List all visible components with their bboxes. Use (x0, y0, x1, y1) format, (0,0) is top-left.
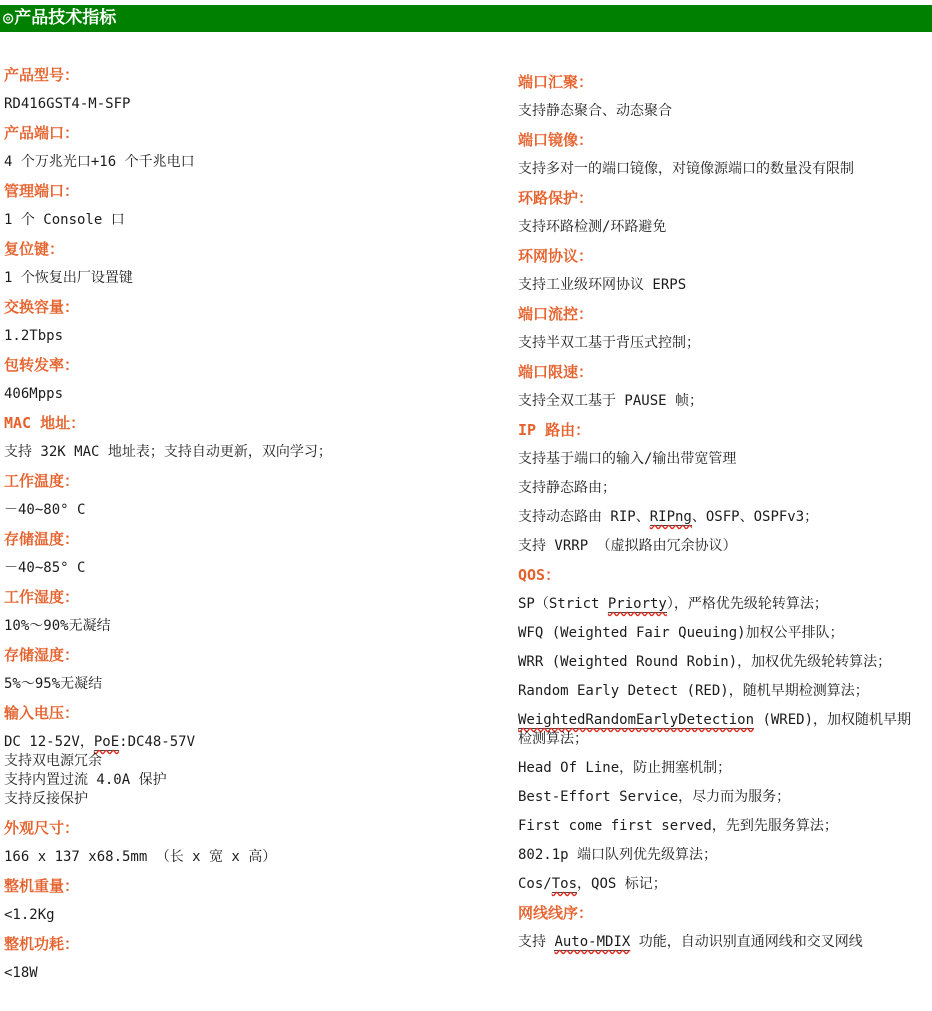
spec-value (4, 617, 518, 636)
spec-value (4, 327, 518, 346)
spec-heading: 端口流控： (518, 305, 594, 323)
spec-heading: 外观尺寸： (4, 819, 80, 837)
text-run: 4 个万兆光口+16 个千兆电口 (4, 154, 195, 170)
text-run: WRR (Weighted Round Robin)，加权优先级轮转算法； (518, 654, 892, 670)
spec-heading: 端口汇聚： (518, 73, 594, 91)
spec-heading: 网线线序： (518, 904, 594, 922)
text-run: Random Early Detect (RED)，随机早期检测算法； (518, 683, 869, 699)
spec-heading: 整机重量： (4, 877, 80, 895)
spec-heading: 整机功耗： (4, 935, 80, 953)
spec-heading: 复位键： (4, 240, 65, 258)
spec-heading: 产品端口： (4, 124, 80, 142)
text-run: 支持双电源冗余 (4, 753, 102, 769)
text-run: ，QOS 标记； (577, 876, 667, 892)
text-run: 1.2Tbps (4, 328, 64, 344)
text-run: 支持多对一的端口镜像，对镜像源端口的数量没有限制 (518, 161, 854, 177)
spec-value (4, 906, 518, 925)
text-run: 支持静态路由； (518, 480, 616, 496)
spec-heading: 包转发率： (4, 356, 80, 374)
spec-value (4, 269, 518, 288)
misspelled-word: Priorty (607, 596, 667, 612)
text-run: Cos/ (518, 876, 552, 892)
spec-column-right (518, 66, 926, 993)
spec-value (4, 95, 518, 114)
text-run: 1 个恢复出厂设置键 (4, 270, 133, 286)
spec-value (4, 733, 518, 809)
spec-heading: 管理端口： (4, 182, 80, 200)
text-run: 支持 VRRP （虚拟路由冗余协议） (518, 538, 737, 554)
text-run: 1 个 Console 口 (4, 212, 125, 228)
text-run: 10%～90%无凝结 (4, 618, 111, 634)
spec-heading: 工作温度： (4, 472, 80, 490)
spec-column-left (4, 66, 518, 993)
spec-value (518, 160, 926, 179)
spec-value (518, 392, 926, 411)
spec-value (518, 933, 926, 952)
spec-value (4, 964, 518, 983)
text-run: 支持 (518, 934, 555, 950)
spec-heading: 产品型号： (4, 66, 80, 84)
spec-value (4, 443, 518, 462)
text-run: SP（Strict (518, 596, 608, 612)
text-run: Head Of Line，防止拥塞机制； (518, 760, 732, 776)
misspelled-word: WeightedRandomEarlyDetection (518, 712, 755, 728)
spec-value (518, 508, 926, 527)
text-run: 、OSFP、OSPFv3； (691, 509, 819, 525)
text-run: WFQ (Weighted Fair Queuing)加权公平排队； (518, 625, 844, 641)
misspelled-word: Tos (551, 876, 578, 892)
spec-heading: 端口限速： (518, 363, 594, 381)
spec-value (4, 385, 518, 404)
spec-heading: 存储湿度： (4, 646, 80, 664)
misspelled-word: RIPng (649, 509, 692, 525)
spec-value (4, 211, 518, 230)
spec-value (518, 595, 926, 614)
spec-value (518, 334, 926, 353)
misspelled-word: Auto-MDIX (554, 934, 631, 950)
spec-heading: MAC 地址： (4, 414, 86, 432)
section-title-bar (0, 5, 932, 32)
text-run: 802.1p 端口队列优先级算法； (518, 847, 718, 863)
spec-heading: 环网协议： (518, 247, 594, 265)
spec-heading: 存储温度： (4, 530, 80, 548)
spec-value (4, 559, 518, 578)
spec-value (518, 479, 926, 498)
spec-value (4, 675, 518, 694)
spec-value (518, 276, 926, 295)
spec-content (0, 32, 932, 1011)
spec-value (518, 788, 926, 807)
text-run: 5%～95%无凝结 (4, 676, 103, 692)
text-run: RD416GST4-M-SFP (4, 96, 131, 112)
text-run: 支持内置过流 4.0A 保护 (4, 772, 167, 788)
spec-value (518, 450, 926, 469)
spec-value (518, 759, 926, 778)
text-run: 支持反接保护 (4, 791, 88, 807)
spec-heading: 输入电压： (4, 704, 80, 722)
spec-value (518, 875, 926, 894)
text-run: －40~85° C (4, 560, 86, 576)
text-run: 支持动态路由 RIP、 (518, 509, 650, 525)
text-run: 支持静态聚合、动态聚合 (518, 103, 672, 119)
spec-heading: 交换容量： (4, 298, 80, 316)
text-run: (WRED)，加权随机早期 (754, 712, 912, 728)
text-run: First come first served，先到先服务算法； (518, 818, 838, 834)
spec-value (4, 153, 518, 172)
spec-value (518, 624, 926, 643)
spec-heading: QOS： (518, 566, 561, 584)
product-spec-page (0, 5, 932, 1011)
text-run: <18W (4, 965, 38, 981)
text-run: DC 12-52V， (4, 734, 94, 750)
text-run: :DC48-57V (119, 734, 196, 750)
spec-heading: 环路保护： (518, 189, 594, 207)
spec-value (4, 501, 518, 520)
text-run: 支持 32K MAC 地址表；支持自动更新，双向学习； (4, 444, 332, 460)
text-run: 功能，自动识别直通网线和交叉网线 (630, 934, 863, 950)
page-title: 产品技术指标 (14, 8, 117, 28)
spec-value (518, 653, 926, 672)
spec-value (518, 846, 926, 865)
spec-heading: IP 路由： (518, 421, 591, 439)
text-run: 支持基于端口的输入/输出带宽管理 (518, 451, 737, 467)
spec-heading: 工作湿度： (4, 588, 80, 606)
spec-value (518, 711, 926, 749)
spec-value (4, 848, 518, 867)
spec-heading: 端口镜像： (518, 131, 594, 149)
text-run: Best-Effort Service，尽力而为服务； (518, 789, 791, 805)
text-run: 支持工业级环网协议 ERPS (518, 277, 687, 293)
spec-value (518, 102, 926, 121)
text-run: 支持全双工基于 PAUSE 帧； (518, 393, 704, 409)
text-run: 检测算法； (518, 731, 588, 747)
text-run: ），严格优先级轮转算法； (666, 596, 828, 612)
text-run: 406Mpps (4, 386, 64, 402)
text-run: －40~80° C (4, 502, 86, 518)
spec-value (518, 537, 926, 556)
misspelled-word: PoE (93, 734, 120, 750)
text-run: <1.2Kg (4, 907, 55, 923)
bullseye-icon: ◎ (3, 8, 14, 28)
text-run: 支持环路检测/环路避免 (518, 219, 667, 235)
text-run: 支持半双工基于背压式控制； (518, 335, 700, 351)
spec-value (518, 682, 926, 701)
text-run: 166 x 137 x68.5mm （长 x 宽 x 高） (4, 849, 277, 865)
spec-value (518, 218, 926, 237)
spec-value (518, 817, 926, 836)
